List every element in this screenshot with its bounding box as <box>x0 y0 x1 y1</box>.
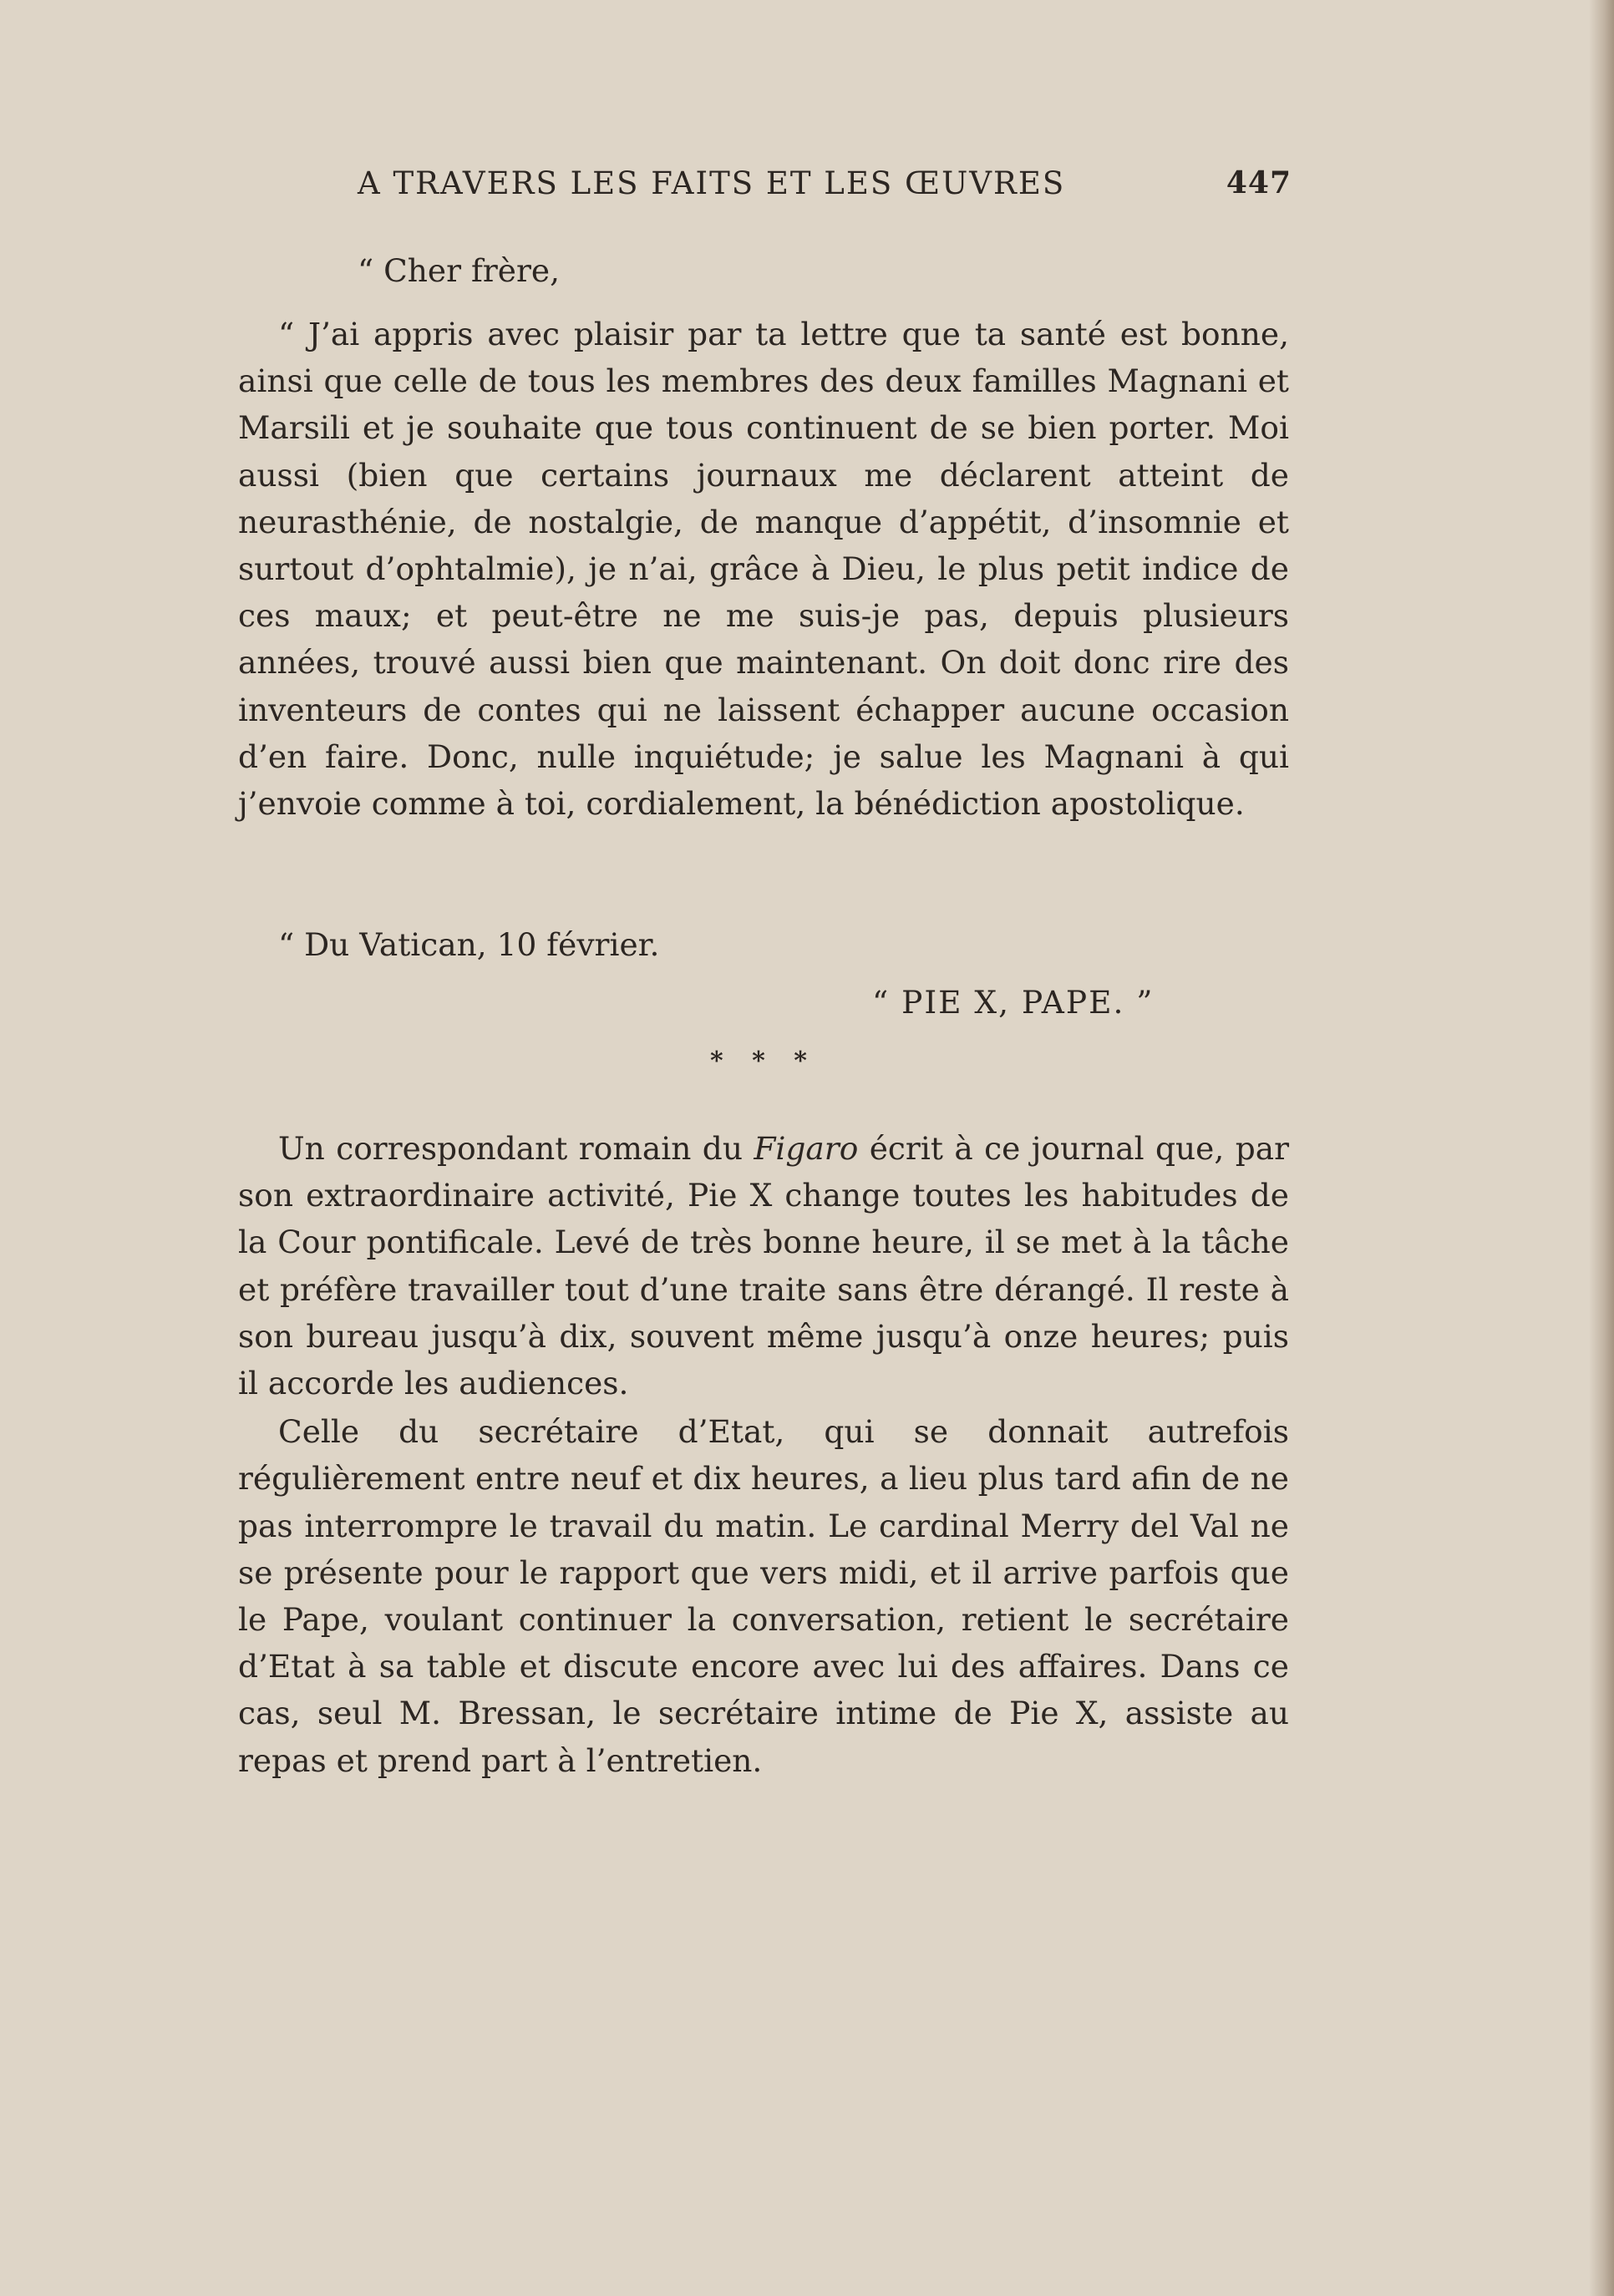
page-edge-shadow <box>1589 0 1614 2296</box>
page-header <box>358 165 1292 212</box>
article-paragraph-2: Celle du secrétaire d’Etat, qui se donnait autrefois régulièrement entre neuf et dix heures, a lieu plus tard afin de ne pas interrompre le travail du matin. Le cardinal Merry del Val ne se présente pour le rapport que vers midi, et il arrive parfois que le Pape, voulant continuer la conversation, retient le secrétaire d’Etat à sa table et discute encore avec lui des affaires. Dans ce cas, seul M. Bressan, le secrétaire intime de Pie X, assiste au repas et prend part à l’entretien. <box>238 1413 1289 1779</box>
page-number: 447 <box>1226 165 1292 200</box>
letter-dateline-block <box>238 921 1289 968</box>
newspaper-title: Figaro <box>754 1130 859 1167</box>
letter-greeting: “ Cher frère, <box>358 252 561 289</box>
letter-signature: “ PIE X, PAPE. ” <box>872 984 1155 1021</box>
letter-body-paragraph: “ J’ai appris avec plaisir par ta lettre que ta santé est bonne, ainsi que celle de tous les membres des deux familles Magnani et Marsili et je souhaite que tous continuent de se bien porter. Moi aussi (bien que certains journaux me déclarent atteint de neurasthénie, de nostalgie, de manque d’appétit, d’insomnie et surtout d’ophtalmie), je n’ai, grâce à Dieu, le plus petit indice de ces maux; et peut-être ne me suis-je pas, depuis plusieurs années, trouvé aussi bien que maintenant. On doit donc rire des inventeurs de contes qui ne laissent échapper aucune occasion d’en faire. Donc, nulle inquiétude; je salue les Magnani à qui j’envoie comme à toi, cordialement, la bénédiction apostolique. <box>238 316 1289 823</box>
letter-dateline: “ Du Vatican, 10 février. <box>278 926 660 963</box>
article-paragraph-1-start: Un correspondant romain du <box>278 1130 754 1167</box>
article-paragraph-1 <box>238 1125 1289 1406</box>
article-paragraph-1-rest: écrit à ce journal que, par son extraordinaire activité, Pie X change toutes les habitudes de la Cour pontificale. Levé de très bonne heure, il se met à la tâche et préfère travailler tout d’une traite sans être dérangé. Il reste à son bureau jusqu’à dix, souvent même jusqu’à onze heures; puis il accorde les audiences. <box>238 1130 1289 1402</box>
letter-body <box>238 311 1289 827</box>
section-separator: * * * <box>710 1047 817 1076</box>
running-title: A TRAVERS LES FAITS ET LES ŒUVRES <box>358 165 1066 201</box>
article-body <box>238 1125 1289 1784</box>
